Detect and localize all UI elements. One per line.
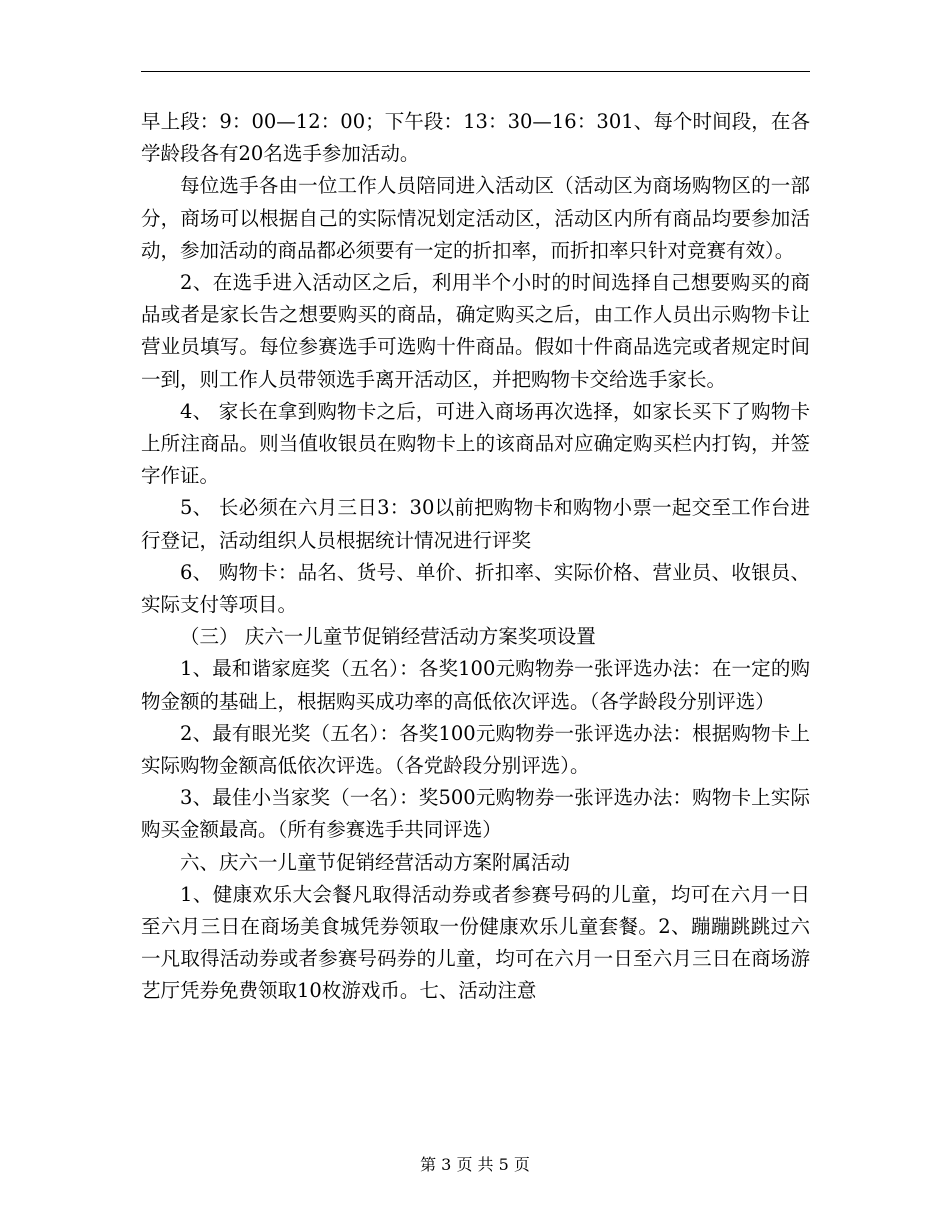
paragraph-4: 4、 家长在拿到购物卡之后，可进入商场再次选择，如家长买下了购物卡上所注商品。则当值收银员在购物卡上的该商品对应确定购买栏内打钩，并签字作证。 xyxy=(141,399,810,488)
page-number-footer: 第 3 页 共 5 页 xyxy=(420,1155,530,1174)
paragraph-9: 2、最有眼光奖（五名）：各奖100元购物券一张评选办法：根据购物卡上实际购物金额高低依次评选。（各党龄段分别评选）。 xyxy=(141,721,810,778)
paragraph-10: 3、最佳小当家奖（一名）：奖500元购物券一张评选办法：购物卡上实际购买金额最高。（所有参赛选手共同评选） xyxy=(141,786,810,842)
section-heading-awards: （三） 庆六一儿童节促销经营活动方案奖项设置 xyxy=(180,625,596,649)
paragraph-8: 1、最和谐家庭奖（五名）：各奖100元购物券一张评选办法：在一定的购物金额的基础上，根据购买成功率的高低依次评选。（各学龄段分别评选） xyxy=(141,657,810,713)
paragraph-6: 6、 购物卡：品名、货号、单价、折扣率、实际价格、营业员、收银员、实际支付等项目。 xyxy=(141,560,810,617)
document-body xyxy=(141,106,810,1008)
paragraph-1: 早上段：9：00—12：00；下午段：13：30—16：301、每个时间段，在各学龄段各有20名选手参加活动。 xyxy=(141,110,810,166)
paragraph-5: 5、 长必须在六月三日3：30以前把购物卡和购物小票一起交至工作台进行登记，活动组织人员根据统计情况进行评奖 xyxy=(141,496,810,552)
paragraph-2: 每位选手各由一位工作人员陪同进入活动区（活动区为商场购物区的一部分，商场可以根据自己的实际情况划定活动区，活动区内所有商品均要参加活动，参加活动的商品都必须要有一定的折扣率，而折扣率只针对竞赛有效）。 xyxy=(141,174,810,262)
paragraph-12: 1、健康欢乐大会餐凡取得活动券或者参赛号码的儿童，均可在六月一日至六月三日在商场美食城凭券领取一份健康欢乐儿童套餐。2、蹦蹦跳跳过六一凡取得活动券或者参赛号码券的儿童，均可在六月一日至六月三日在商场游艺厅凭券免费领取10枚游戏币。七、活动注意 xyxy=(141,882,810,1003)
header-rule xyxy=(141,71,810,72)
section-heading-side-activities: 六、庆六一儿童节促销经营活动方案附属活动 xyxy=(180,850,571,874)
paragraph-3: 2、在选手进入活动区之后，利用半个小时的时间选择自己想要购买的商品或者是家长告之想要购买的商品，确定购买之后，由工作人员出示购物卡让营业员填写。每位参赛选手可选购十件商品。假如十件商品选完或者规定时间一到，则工作人员带领选手离开活动区，并把购物卡交给选手家长。 xyxy=(141,271,810,391)
